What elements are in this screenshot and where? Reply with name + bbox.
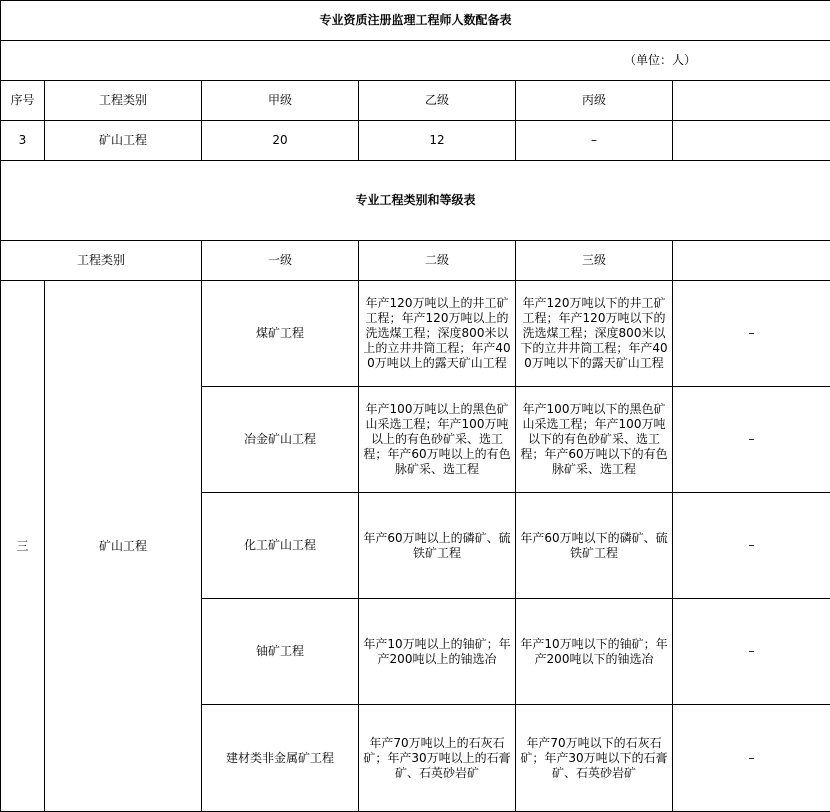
level-2-cell: 年产10万吨以下的铀矿；年产200吨以下的铀选冶 bbox=[516, 599, 673, 705]
level-3-cell: – bbox=[673, 281, 830, 387]
header-cell-empty bbox=[673, 241, 830, 281]
level-1-cell: 年产70万吨以上的石灰石矿；年产30万吨以上的石膏矿、石英砂岩矿 bbox=[359, 705, 516, 812]
data-cell-seq: 3 bbox=[1, 121, 45, 161]
header-cell-grade-c: 丙级 bbox=[516, 81, 673, 121]
level-3-cell: – bbox=[673, 387, 830, 493]
header-cell-seq: 序号 bbox=[1, 81, 45, 121]
unit-label: （单位：人） bbox=[1, 41, 830, 81]
data-cell-grade-a: 20 bbox=[202, 121, 359, 161]
group-name-cell: 矿山工程 bbox=[45, 281, 202, 812]
level-3-cell: – bbox=[673, 705, 830, 812]
level-1-cell: 年产60万吨以上的磷矿、硫铁矿工程 bbox=[359, 493, 516, 599]
title-row bbox=[1, 1, 830, 41]
data-cell-grade-c: – bbox=[516, 121, 673, 161]
level-3-cell: – bbox=[673, 493, 830, 599]
table2-title-row bbox=[1, 161, 830, 241]
header-cell-level-1: 一级 bbox=[202, 241, 359, 281]
subcategory-cell: 铀矿工程 bbox=[202, 599, 359, 705]
level-2-cell: 年产60万吨以下的磷矿、硫铁矿工程 bbox=[516, 493, 673, 599]
header-cell-category: 工程类别 bbox=[1, 241, 202, 281]
level-3-cell: – bbox=[673, 599, 830, 705]
table1-title: 专业资质注册监理工程师人数配备表 bbox=[1, 1, 830, 41]
header-cell-level-3: 三级 bbox=[516, 241, 673, 281]
table1-data-row bbox=[1, 121, 830, 161]
subcategory-cell: 建材类非金属矿工程 bbox=[202, 705, 359, 812]
data-cell-grade-b: 12 bbox=[359, 121, 516, 161]
unit-row bbox=[1, 41, 830, 81]
level-2-cell: 年产100万吨以下的黑色矿山采选工程；年产100万吨以下的有色砂矿采、选工程；年产60万吨以下的有色脉矿采、选工程 bbox=[516, 387, 673, 493]
table2-header-row bbox=[1, 241, 830, 281]
data-cell-category: 矿山工程 bbox=[45, 121, 202, 161]
subcategory-cell: 煤矿工程 bbox=[202, 281, 359, 387]
subcategory-cell: 化工矿山工程 bbox=[202, 493, 359, 599]
group-number-cell: 三 bbox=[1, 281, 45, 812]
header-cell-category: 工程类别 bbox=[45, 81, 202, 121]
header-cell-empty bbox=[673, 81, 830, 121]
subcategory-cell: 冶金矿山工程 bbox=[202, 387, 359, 493]
level-2-cell: 年产120万吨以下的井工矿工程；年产120万吨以下的洗选煤工程；深度800米以下的立井井筒工程；年产400万吨以下的露天矿山工程 bbox=[516, 281, 673, 387]
header-cell-grade-b: 乙级 bbox=[359, 81, 516, 121]
table1-header-row bbox=[1, 81, 830, 121]
level-2-cell: 年产70万吨以下的石灰石矿；年产30万吨以下的石膏矿、石英砂岩矿 bbox=[516, 705, 673, 812]
data-cell-empty bbox=[673, 121, 830, 161]
level-1-cell: 年产100万吨以上的黑色矿山采选工程；年产100万吨以上的有色砂矿采、选工程；年产60万吨以上的有色脉矿采、选工程 bbox=[359, 387, 516, 493]
level-1-cell: 年产120万吨以上的井工矿工程；年产120万吨以上的洗选煤工程；深度800米以上的立井井筒工程；年产400万吨以上的露天矿山工程 bbox=[359, 281, 516, 387]
table2-title: 专业工程类别和等级表 bbox=[1, 161, 830, 241]
header-cell-level-2: 二级 bbox=[359, 241, 516, 281]
table-row bbox=[1, 281, 830, 387]
level-1-cell: 年产10万吨以上的铀矿；年产200吨以上的铀选冶 bbox=[359, 599, 516, 705]
header-cell-grade-a: 甲级 bbox=[202, 81, 359, 121]
